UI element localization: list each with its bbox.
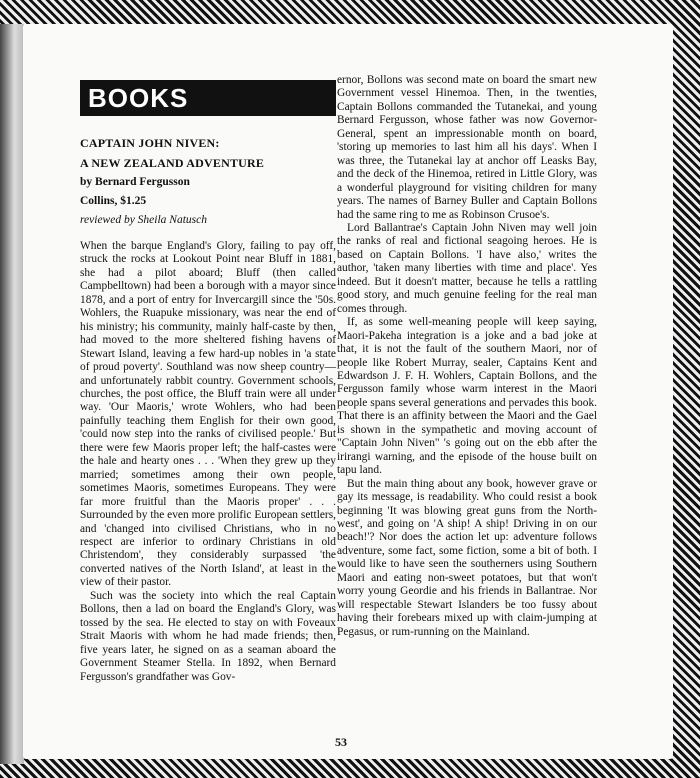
magazine-page — [23, 24, 673, 759]
book-author: by Bernard Fergusson — [80, 176, 190, 188]
review-paragraph: If, as some well-meaning people will keep saying, Maori-Pakeha integration is a joke and a bad joke at that, it is not the fault of the southern Maori, nor of people like Robert Murray, sealer, Captains Kent and Edwardson J. F. H. Wohlers, Captain Bollons, and the Fergusson family whose warm interest in the Maori people spans several generations and pervades this book. That there is an affinity between the Maori and the Gael is shown in the sympathetic and moving account of "Captain John Niven" 's going out on the ebb after the irirangi warning, and the episode of the house built on tapu land. — [337, 316, 597, 477]
section-banner: BOOKS — [80, 80, 336, 116]
review-paragraph: ernor, Bollons was second mate on board the smart new Government vessel Hinemoa. Then, in the twenties, Captain Bollons commanded the Tutanekai, and young Bernard Fergusson, whose father was now Governor-General, spent an impressionable month on board, 'storing up memories to last him all his days'. When I was three, the Tutanekai lay at anchor off Leasks Bay, and the deck of the Hinemoa, retired in Little Glory, was a wonderful playground for visiting children for many years. The names of Barney Buller and Captain Bollons had the same ring to me as Robinson Crusoe's. — [337, 74, 597, 221]
facing-page-edge — [0, 24, 24, 764]
left-column — [80, 80, 336, 684]
review-paragraph: Lord Ballantrae's Captain John Niven may well join the ranks of real and fictional seagoing heroes. He is based on Captain Bollons. 'I have also,' writes the author, 'taken many liberties with time and place'. Yes indeed. But it doesn't matter, because he tells a rattling good story, and much genuine feeling for the real man comes through. — [337, 221, 597, 315]
page-number: 53 — [335, 735, 347, 749]
book-title-line2: A NEW ZEALAND ADVENTURE — [80, 156, 265, 170]
book-title-line1: CAPTAIN JOHN NIVEN: — [80, 136, 220, 150]
right-column — [337, 74, 597, 639]
book-publisher-price: Collins, $1.25 — [80, 195, 147, 207]
review-paragraph: But the main thing about any book, however grave or gay its message, is readability. Who could resist a book beginning 'It was blowing great guns from the North-west', and going on 'A ship! A ship! Driving in on our beach!'? Nor does the action let up: adventure follows adventure, some fact, some fiction, some a bit of both. I would like to have seen the southerners using Southern Maori and eating non-sweet potatoes, but that won't worry young Geordie and his friends in Ballantrae. Nor will respectable Stewart Islanders be too fussy about having their forebears mixed up with claim-jumping at Pegasus, or rum-running on the Mainland. — [337, 477, 597, 638]
reviewer-credit: reviewed by Sheila Natusch — [80, 214, 207, 226]
review-paragraph: Such was the society into which the real Captain Bollons, then a lad on board the England's Glory, was tossed by the sea. He elected to stay on with Foveaux Strait Maoris with whom he had made friends; then, five years later, he signed on as a seaman aboard the Government Steamer Stella. In 1892, when Bernard Fergusson's grandfather was Gov- — [80, 589, 336, 683]
review-paragraph: When the barque England's Glory, failing to pay off, struck the rocks at Lookout Point near Bluff in 1881, she had a pilot aboard; Bluff (then called Campbelltown) had been a borough with a mayor since 1878, and a port of entry for Invercargill since the '50s. Wohlers, the Ruapuke missionary, was near the end of his ministry; his community, mainly half-caste by then, had moved to the more sheltered fishing havens of Stewart Island, leaving a few hard-up nobles in 'a state of proud poverty'. Southland was now sheep country—and unfortunately rabbit country. Government schools, churches, the post office, the Bluff train were all under way. 'Our Maoris,' wrote Wohlers, who had been painfully teaching them English for their own good, 'could now step into the ranks of civilised people.' But there were few Maoris proper left; the half-castes were the hale and hearty ones . . . 'When they grew up they married; sometimes among their own people, sometimes Maoris, sometimes Europeans. They were far more fruitful than the Maoris proper' . . . Surrounded by the even more prolific European settlers, and 'changed into civilised Christians, who in no respect are inferior to ordinary Christians in old Christendom', they considerably surpassed 'the converted natives of the North Island', at least in the view of their pastor. — [80, 240, 336, 589]
